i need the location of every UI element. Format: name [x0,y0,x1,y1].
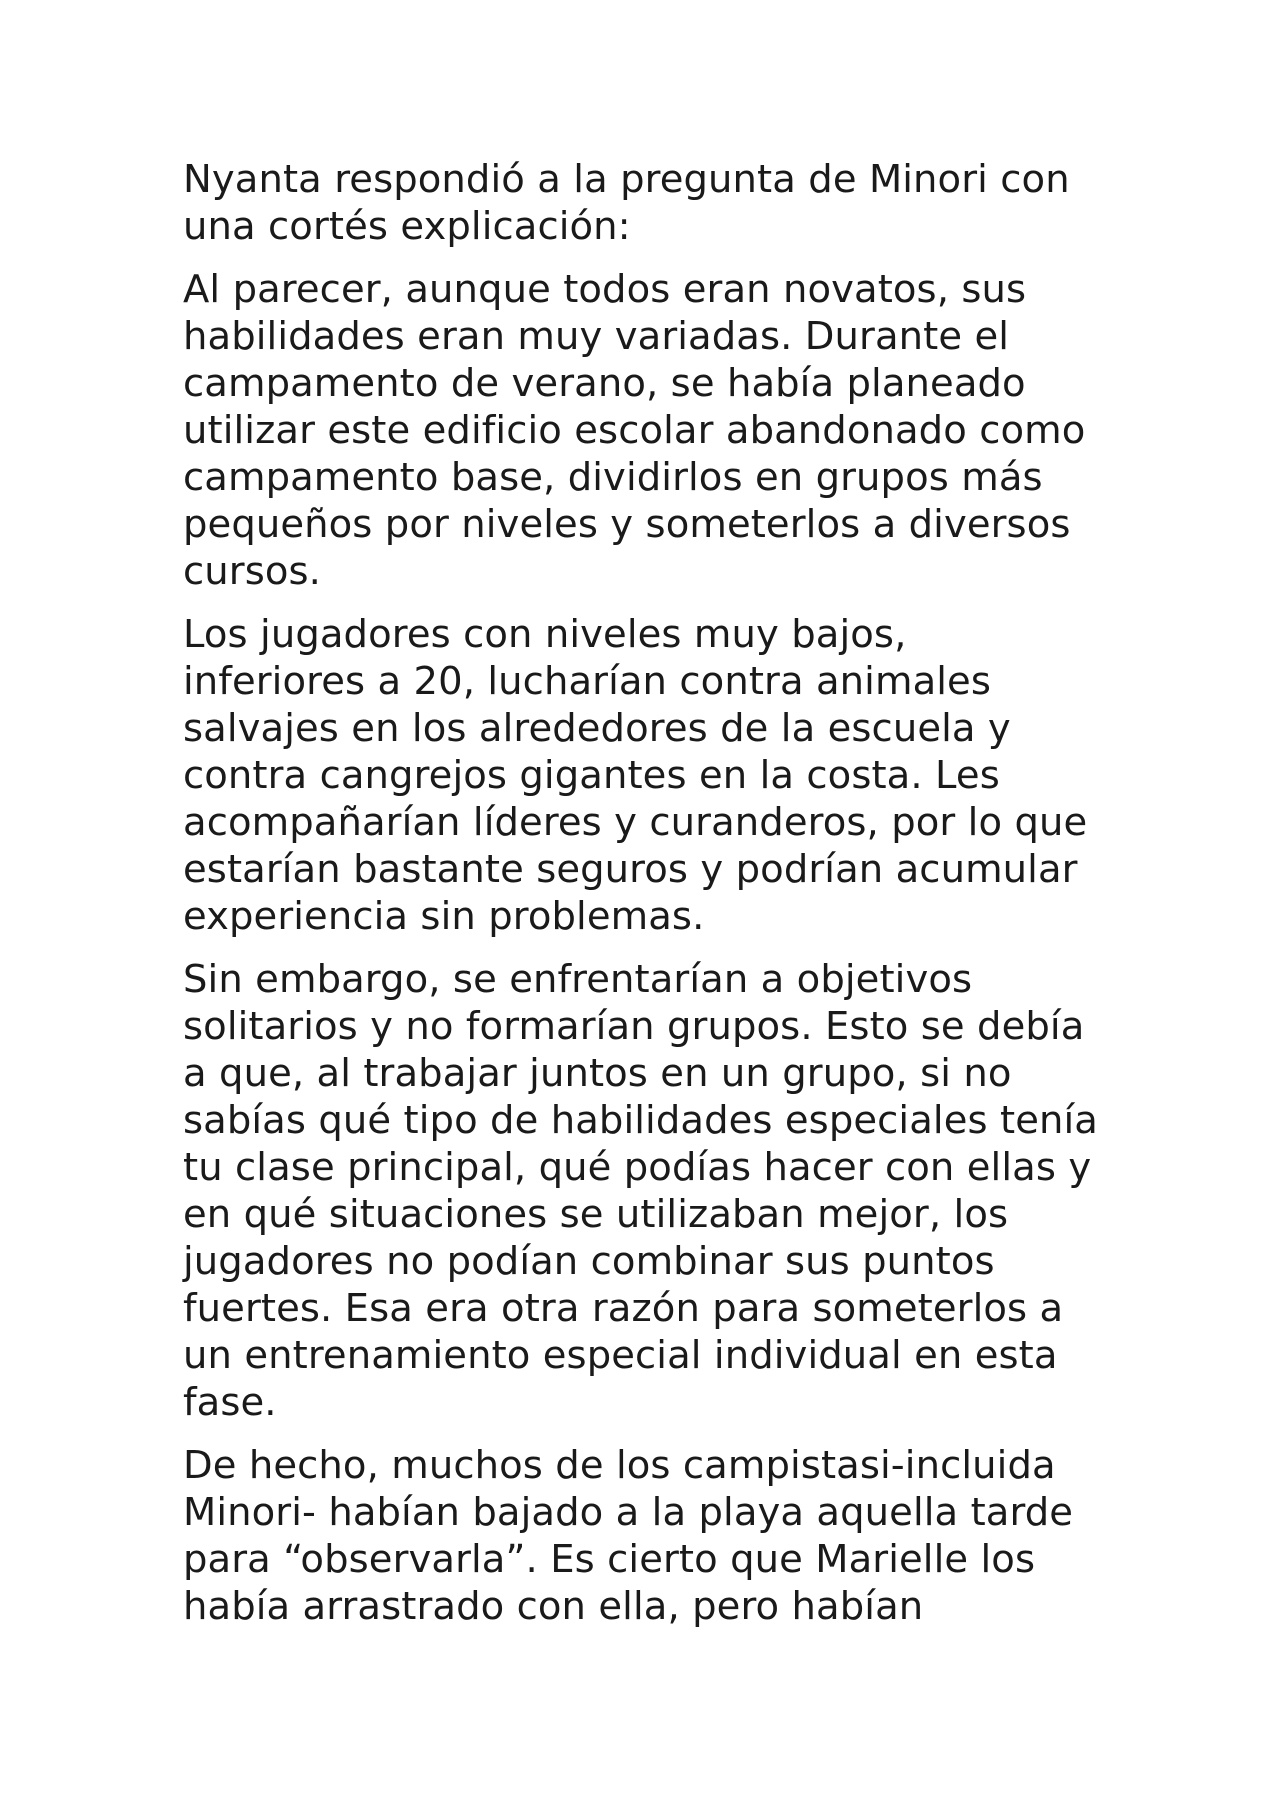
text-line: fase. [183,1380,277,1425]
paragraph-3 [183,611,1103,940]
text-line: habilidades eran muy variadas. Durante el [183,314,1010,359]
paragraph-1 [183,156,1103,250]
text-line: solitarios y no formarían grupos. Esto se debía [183,1004,1085,1049]
text-line: experiencia sin problemas. [183,894,705,939]
document-body [183,156,1103,1646]
text-line: pequeños por niveles y someterlos a diversos [183,502,1071,547]
text-line: utilizar este edificio escolar abandonado como [183,408,1086,453]
text-line: a que, al trabajar juntos en un grupo, si no [183,1051,1012,1096]
text-line: una cortés explicación: [183,204,631,249]
text-line: Minori- habían bajado a la playa aquella tarde [183,1490,1074,1535]
text-line: inferiores a 20, lucharían contra animales [183,659,991,704]
text-line: contra cangrejos gigantes en la costa. Les [183,753,1000,798]
text-line: había arrastrado con ella, pero habían [183,1584,924,1629]
text-line: Nyanta respondió a la pregunta de Minori con [183,157,1070,202]
text-line: cursos. [183,549,322,594]
text-line: estarían bastante seguros y podrían acumular [183,847,1078,892]
text-line: sabías qué tipo de habilidades especiales tenía [183,1098,1098,1143]
paragraph-4 [183,956,1103,1426]
text-line: fuertes. Esa era otra razón para someterlos a [183,1286,1064,1331]
text-line: De hecho, muchos de los campistasi-incluida [183,1443,1056,1488]
text-line: salvajes en los alrededores de la escuela y [183,706,1011,751]
paragraph-2 [183,266,1103,595]
text-line: Al parecer, aunque todos eran novatos, sus [183,267,1027,312]
text-line: en qué situaciones se utilizaban mejor, los [183,1192,1009,1237]
text-line: jugadores no podían combinar sus puntos [183,1239,995,1284]
text-line: campamento base, dividirlos en grupos más [183,455,1043,500]
text-line: tu clase principal, qué podías hacer con ellas y [183,1145,1092,1190]
text-line: campamento de verano, se había planeado [183,361,1026,406]
text-line: un entrenamiento especial individual en esta [183,1333,1058,1378]
paragraph-5 [183,1442,1103,1630]
text-line: Los jugadores con niveles muy bajos, [183,612,907,657]
text-line: acompañarían líderes y curanderos, por lo que [183,800,1088,845]
text-line: para “observarla”. Es cierto que Marielle los [183,1537,1036,1582]
text-line: Sin embargo, se enfrentarían a objetivos [183,957,973,1002]
